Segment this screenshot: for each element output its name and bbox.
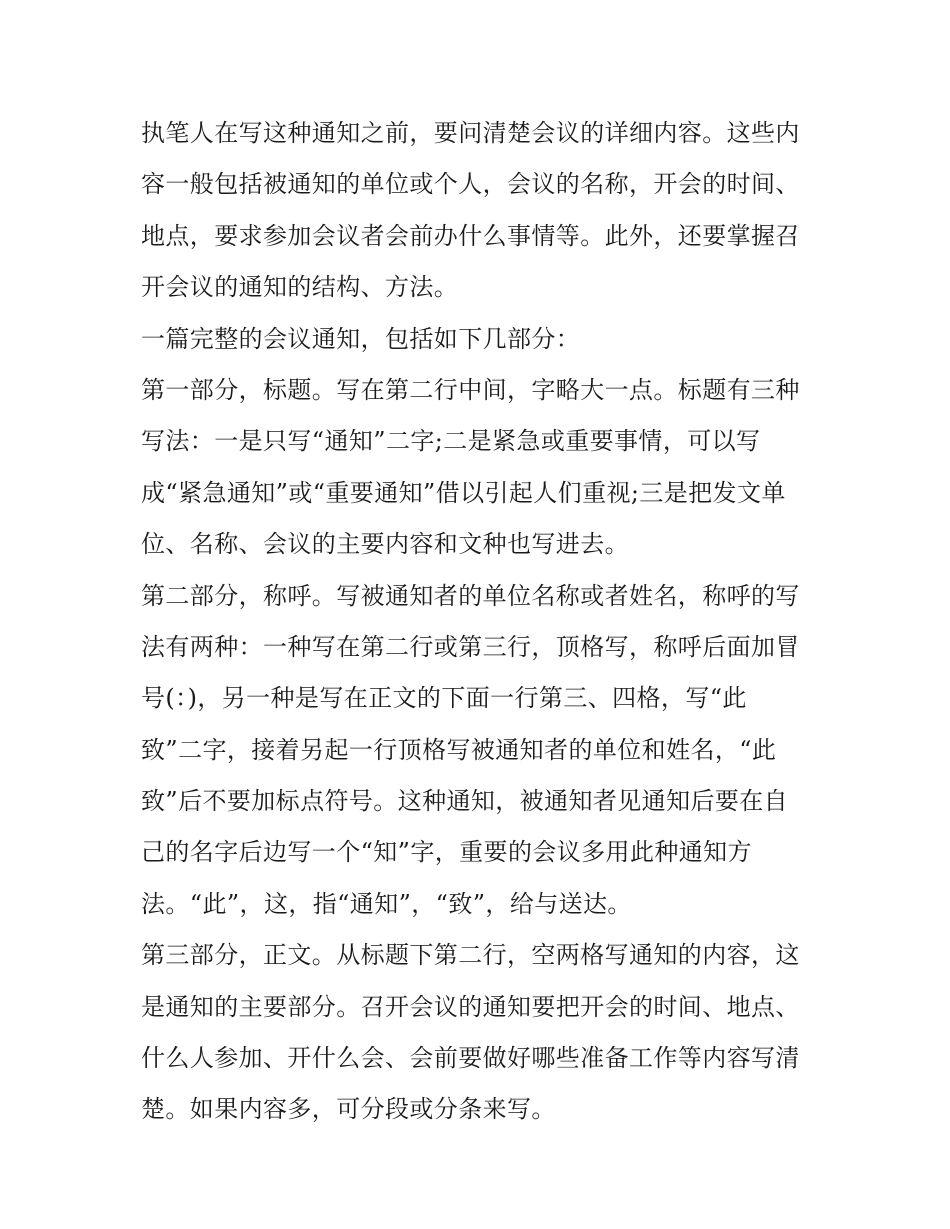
text-line: 是通知的主要部分。召开会议的通知要把开会的时间、地点、 — [141, 992, 800, 1021]
text-line: 执笔人在写这种通知之前，要问清楚会议的详细内容。这些内 — [141, 119, 800, 147]
text-line: 第二部分，称呼。写被通知者的单位名称或者姓名，称呼的写 — [141, 581, 800, 610]
text-line: 开会议的通知的结构、方法。 — [141, 273, 459, 302]
text-line: 容一般包括被通知的单位或个人，会议的名称，开会的时间、 — [141, 170, 800, 199]
text-line: 第一部分，标题。写在第二行中间，字略大一点。标题有三种 — [141, 375, 800, 404]
text-line: 位、名称、会议的主要内容和文种也写进去。 — [141, 530, 629, 559]
text-line: 第三部分，正文。从标题下第二行，空两格写通知的内容，这 — [141, 941, 800, 970]
text-line: 己的名字后边写一个“知”字，重要的会议多用此种通知方 — [141, 838, 752, 867]
text-line: 致”二字，接着另起一行顶格写被通知者的单位和姓名，“此 — [141, 735, 777, 764]
text-line: 号(：)，另一种是写在正文的下面一行第三、四格，写“此 — [141, 684, 747, 713]
text-line: 致”后不要加标点符号。这种通知，被通知者见通知后要在自 — [141, 787, 789, 816]
text-line: 成“紧急通知”或“重要通知”借以引起人们重视;三是把发文单 — [141, 478, 786, 507]
text-line: 什么人参加、开什么会、会前要做好哪些准备工作等内容写清 — [141, 1044, 800, 1073]
text-line: 法有两种：一种写在第二行或第三行，顶格写，称呼后面加冒 — [141, 632, 800, 661]
text-line: 写法：一是只写“通知”二字;二是紧急或重要事情，可以写 — [141, 427, 761, 456]
text-line: 地点，要求参加会议者会前办什么事情等。此外，还要掌握召 — [141, 221, 800, 250]
text-line: 楚。如果内容多，可分段或分条来写。 — [141, 1095, 556, 1124]
text-line: 一篇完整的会议通知，包括如下几部分： — [141, 324, 581, 353]
text-line: 法。“此”，这，指“通知”，“致”，给与送达。 — [141, 889, 632, 918]
document-body — [141, 108, 821, 1136]
